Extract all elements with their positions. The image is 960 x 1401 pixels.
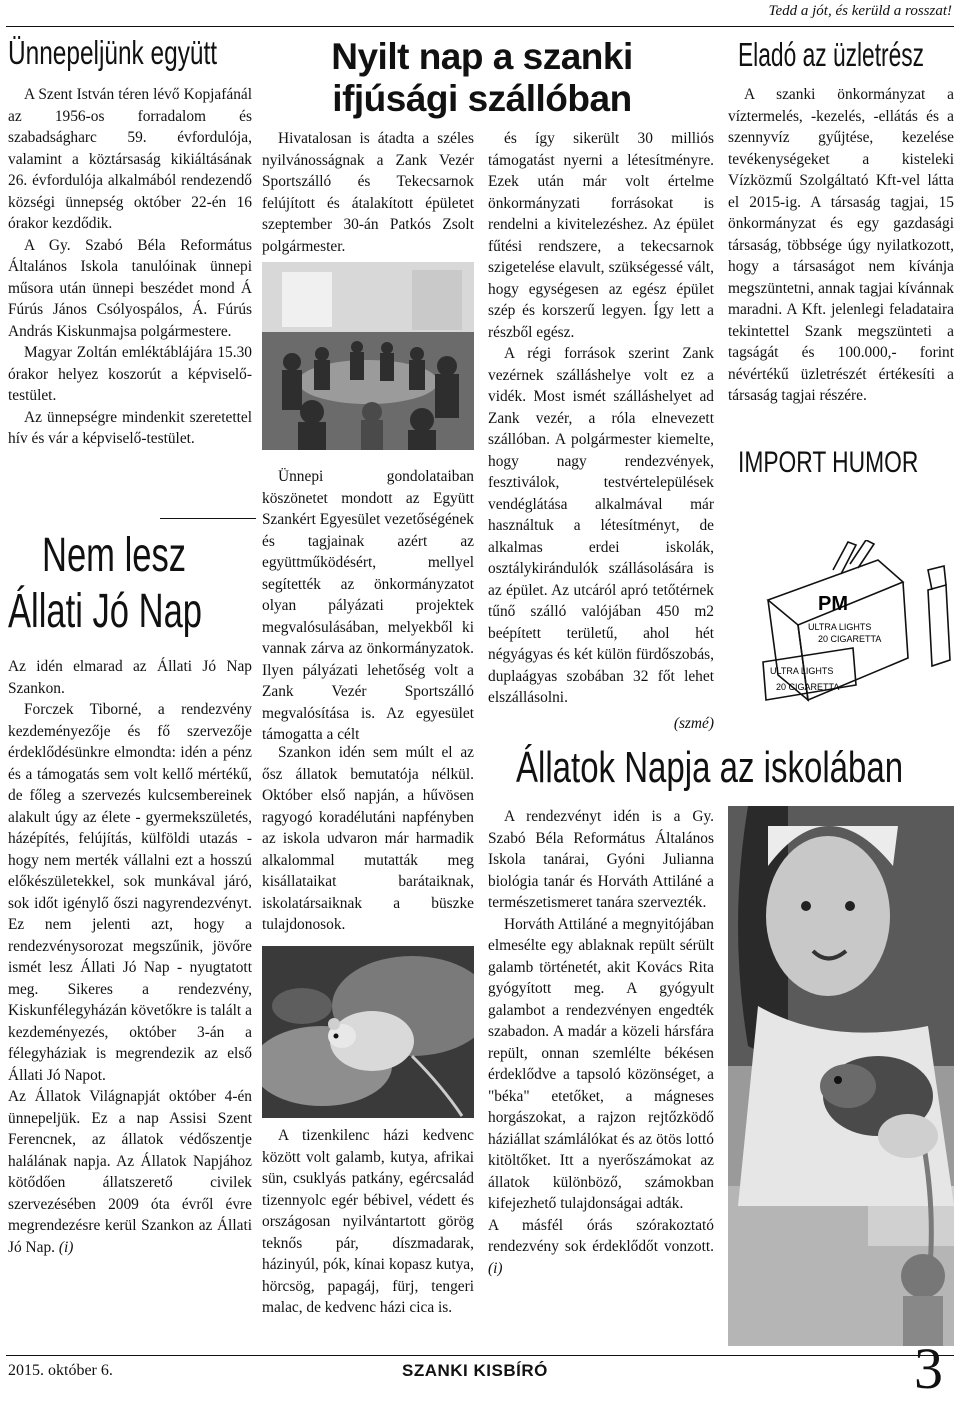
left-article <box>8 84 252 450</box>
open-day-body <box>262 466 474 746</box>
animal-day-signature: (i) <box>58 1238 74 1256</box>
open-day-title-line1: Nyilt nap a szanki <box>331 36 633 77</box>
animal-day-paragraph: Az idén elmarad az Állati Jó Nap Szankon. <box>8 658 252 697</box>
open-day-signature: (szmé) <box>673 714 714 732</box>
school-mid-paragraph: Szankon idén sem múlt el az ősz állatok bemutatója nélkül. Október első napján, a hűvösen ragyogó koradélutáni napfényben az iskola udvaron már harmadik alkalommal mutatták meg kisállataikat barátaiknak, iskolatársaiknak a büszke tulajdonosok. <box>262 744 474 933</box>
left-paragraph: Az ünnepségre mindenkit szeretettel hív és vár a képviselő-testület. <box>8 408 252 447</box>
open-day-body-text: Ünnepi gondolataiban köszönetet mondott az Együtt Szankért Egyesület vezetőségének és tagjainak azért az együttműködésért, mellyel segítették az önkormányzatot olyan pályázati projektek megvalósulásában, melyekből ki vannak zárva az önkormányzatok. Ilyen pályázati lehetőség volt a Zank Vezér Sportszálló megvalósítása is. Az egyesület támogatta a célt <box>262 468 474 743</box>
left-heading <box>8 33 258 75</box>
left-paragraph: Magyar Zoltán emléktáblájára 15.30 órakor helyez koszorút a képviselő-testület. <box>8 344 252 404</box>
humor-title <box>738 446 958 482</box>
left-paragraph: A Szent István téren lévő Kopjafánál az 1956-os forradalom és szabadságharc 59. évfordulója, valamint a köztársaság kikiáltásának 26. évfordulója alkalmából rendezendő községi ünnepség október 22-én 16 órakor kezdődik. <box>8 86 252 232</box>
open-day-title-line2: ifjúsági szállóban <box>332 78 632 119</box>
girl-photo-image <box>728 806 954 1346</box>
left-paragraph: A Gy. Szabó Béla Református Általános Iskola tanulóinak ünnepi műsora után ünnepi beszédet mond Á Fúrús János Csólyospálos, Á. Fúrús András Kiskunmajsa polgármestere. <box>8 236 252 340</box>
open-day-right-paragraph: A régi források szerint Zank vezérnek szálláshelye volt ez a vidék. Most ismét szálláshelyet ad Zank vezér, a róla elnevezett szállóban. A polgármester kiemelte, hogy nagy rendezvények, fesztiválok, testvértelepülések vendéglátása alkalmával már használtuk a létesítményt, de alkalmas erdei iskolák, osztálykirándulók szállásolására is az épület. Az utcáról apró tetőtérnek tűnő szálló valójában 450 m2 beépített területű, ahol hét négyágyas és két külön fürdőszobás, duplaágyas szobában 32 főt lehet elszállásolni. <box>488 345 714 706</box>
school-right-paragraph: A rendezvényt idén is a Gy. Szabó Béla Református Általános Iskola tanárai, Gyóni Julianna biológia tanár és Horváth Attiláné a természetismeret tanára szervezték. <box>488 808 714 911</box>
humor-title-text: IMPORT HUMOR <box>738 446 919 479</box>
hall-photo <box>262 262 474 450</box>
label-line1-text: ULTRA LIGHTS <box>770 666 834 676</box>
school-mid-text-2 <box>262 1125 474 1319</box>
bottom-rule <box>6 1355 954 1356</box>
sale-article <box>728 84 954 407</box>
school-right-text <box>488 806 714 1279</box>
school-mid-paragraph: A tizenkilenc házi kedvenc között volt galamb, kutya, afrikai sün, csuklyás patkány, egércsalád tizennyolc egér bébivel, védett és országosan nyilvántartott görög teknős pár, díszmadarak, házinyúl, pók, kínai kopasz kutya, hörcsög, papagáj, fürj, tengeri malac, de kedvenc házi cica is. <box>262 1127 474 1316</box>
open-day-intro-text: Hivatalosan is átadta a széles nyilvánosságnak a Zank Vezér Sportszálló és Tekecsarnok felújított és átalakított épületet szeptember 30-án Patkós Zsolt polgármester. <box>262 130 474 255</box>
tagline: Tedd a jót, és kerüld a rosszat! <box>768 3 952 19</box>
animal-day-title <box>8 528 258 648</box>
animal-day-title-line1: Nem lesz <box>42 529 187 582</box>
animal-day-paragraph: Az Állatok Világnapját október 4-én ünnepeljük. Ez a nap Assisi Szent Ferencnek, az állatok védőszentje halálának napja. Az Állatok Napjához kötődően állatszerető civilek szervezésében 2009 óta évről évre megrendezésre kerül Szankon az Állati Jó Nap. <box>8 1088 252 1256</box>
pack-brand-text: PM <box>818 593 848 615</box>
top-rule <box>6 26 954 27</box>
sale-text: A szanki önkormányzat a víztermelés, -kezelés, -ellátás és a szennyvíz gyűjtése, kezelése tevékenységeket a kisteleki Vízközmű Szolgáltató Kft-vel látta el 2015-ig. A társaság tagjai, 15 önkormányzat és egy gazdasági társaság, többsége úgy nyilatkozott, hogy a társaságot nem kívánja megszüntetni, annak tagjai kívánnak maradni. A Kft. jelenlegi feladataira tekintettel Szank megszünteti a tagságát és 100.000,- forint névértékű üzletrészét értékesíti a társaság tagjai részére. <box>728 86 954 404</box>
sale-heading-text: Eladó az üzletrész <box>738 36 925 73</box>
mouse-photo-image <box>262 946 474 1118</box>
sale-heading <box>738 35 958 77</box>
footer-paper: SZANKI KISBÍRÓ <box>402 1361 548 1380</box>
school-mid-text <box>262 742 474 936</box>
open-day-right-paragraph: és így sikerült 30 milliós támogatást nyerni a létesítményre. Ezek után már volt értelme önkormányzati forrásokat is rendelni a kivitelezéshez. Az épület fűtési rendszere, a tekecsarnok szigetelése elavult, szükségessé vált, hogy egységesen az egész épület szép és korszerű legyen. Így lett a részből egész. <box>488 130 714 341</box>
animal-day-article <box>8 656 252 1258</box>
left-heading-text: Ünnepeljünk együtt <box>8 34 218 71</box>
label-line2-text: 20 CIGARETTA <box>776 682 840 692</box>
page-number: 3 <box>914 1336 943 1401</box>
mouse-photo <box>262 946 474 1118</box>
open-day-intro <box>262 128 474 257</box>
school-title-text: Állatok Napja az iskolában <box>516 743 904 792</box>
animal-day-paragraph: Forczek Tiborné, a rendezvény kezdeményezője és fő szervezője érdeklődésünkre elmondta: idén a pénz és a támogatás sem volt kellő mértékű, de főleg a szervezés kulcsembereinek alakult úgy az élete - gyermekszületés, házépítés, felújítás, külföldi utazás - hogy nem merték vállalni ezt a hosszú előkészületekkel, sok munkával járó, sok időt igénylő őszi nagyrendezvényt. Ez nem jelenti azt, hogy a rendezvénysorozat megszűnik, jövőre ismét lesz Állati Jó Nap - nyugtatott meg. Sikeres a rendezvény, Kiskunfélegyházán követőkre is talált a kezdeményezés, október 3-án a félegyháziak is megrendezik az első Állati Jó Napot. <box>8 701 252 1084</box>
pack-line2-text: 20 CIGARETTA <box>818 634 882 644</box>
school-right-paragraph: Horváth Attiláné a megnyitójában elmesélte egy ablaknak repült sérült galamb történetét, akit Kovács Rita gyógyított meg. A gyógyult galambot a rendezvényen engedték szabadon. A madár a közeli hársfára repült, onnan szemlélte békésen érdeklődve a tapsoló közönséget, a "béka" etetőket, a mágneses horgászokat, a rajzon rejtőzködő háziállat számlálókat és az ötös lottó kitöltőket. Itt a nyerőszámokat az állatok különböző, számokban kifejezhető tulajdonságai adták. <box>488 915 714 1212</box>
pack-line1-text: ULTRA LIGHTS <box>808 622 872 632</box>
humor-cartoon <box>738 540 956 715</box>
girl-photo <box>728 806 954 1346</box>
cigarette-cartoon <box>738 540 956 715</box>
hall-photo-image <box>262 262 474 450</box>
footer-date: 2015. október 6. <box>8 1362 113 1379</box>
school-right-paragraph: A másfél órás szórakoztató rendezvény sok érdeklődőt vonzott. <box>488 1216 714 1255</box>
divider <box>160 518 256 519</box>
animal-day-title-line2: Állati Jó Nap <box>8 585 203 638</box>
school-title <box>516 742 956 796</box>
open-day-title <box>262 36 702 120</box>
open-day-right <box>488 128 714 734</box>
school-signature: (i) <box>488 1259 503 1277</box>
